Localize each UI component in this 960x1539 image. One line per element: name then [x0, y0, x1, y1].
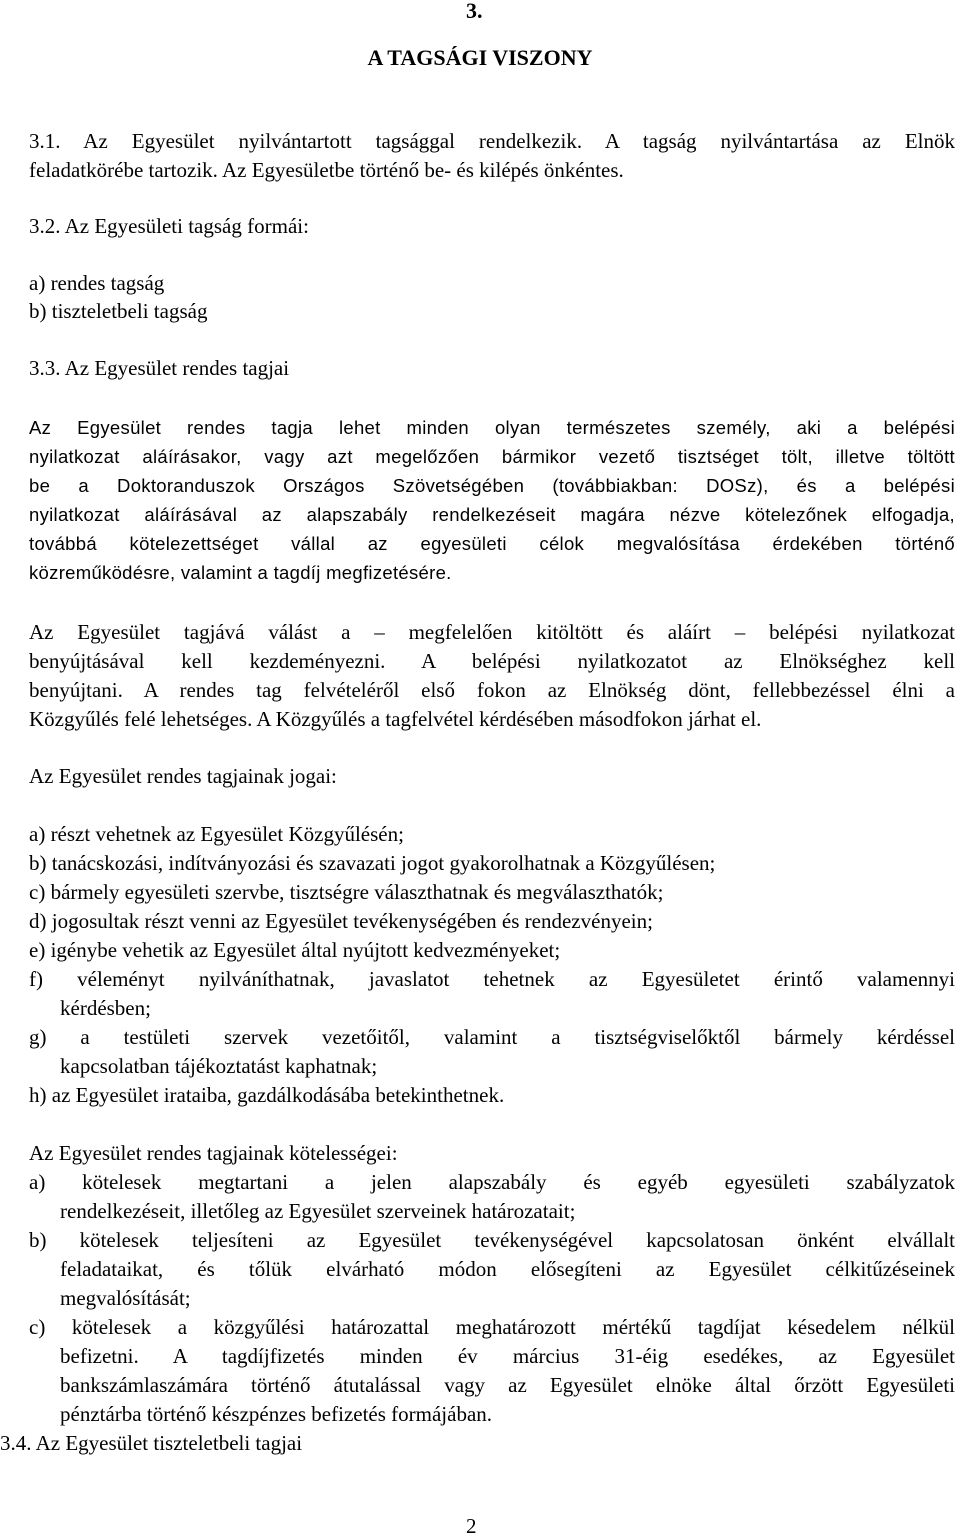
duties-item-continuation: feladataikat, és tőlük elvárható módon elősegíteni az Egyesület célkitűzéseinek	[60, 1257, 955, 1281]
chapter-number: 3.	[466, 0, 483, 23]
paragraph-line: Az Egyesület tagjává válást a – megfelelően kitöltött és aláírt – belépési nyilatkozat	[29, 620, 955, 644]
paragraph-line: nyilatkozat aláírásával az alapszabály rendelkezéseit magára nézve kötelezőnek elfogadja,	[29, 504, 955, 525]
paragraph-line: be a Doktoranduszok Országos Szövetségében (továbbiakban: DOSz), és a belépési	[29, 475, 955, 496]
paragraph-line: Közgyűlés felé lehetséges. A Közgyűlés a tagfelvétel kérdésében másodfokon járhat el.	[29, 707, 762, 731]
section-3-1-line-2: feladatkörébe tartozik. Az Egyesületbe történő be- és kilépés önkéntes.	[29, 158, 624, 182]
rights-heading: Az Egyesület rendes tagjainak jogai:	[29, 764, 337, 788]
paragraph-line: benyújtani. A rendes tag felvételéről első fokon az Elnökség dönt, fellebbezéssel élni a	[29, 678, 955, 702]
duties-item-continuation: befizetni. A tagdíjfizetés minden év március 31-éig esedékes, az Egyesület	[60, 1344, 955, 1368]
paragraph-line: Az Egyesület rendes tagja lehet minden olyan természetes személy, aki a belépési	[29, 417, 955, 438]
duties-item: a) kötelesek megtartani a jelen alapszabály és egyéb egyesületi szabályzatok	[29, 1170, 955, 1194]
duties-item-continuation: bankszámlaszámára történő átutalással vagy az Egyesület elnöke által őrzött Egyesületi	[60, 1373, 955, 1397]
rights-item: b) tanácskozási, indítványozási és szavazati jogot gyakorolhatnak a Közgyűlésen;	[29, 851, 716, 875]
duties-item: b) kötelesek teljesíteni az Egyesület tevékenységével kapcsolatosan önként elvállalt	[29, 1228, 955, 1252]
duties-heading: Az Egyesület rendes tagjainak kötelességei:	[29, 1141, 398, 1165]
section-3-4-heading: 3.4. Az Egyesület tiszteletbeli tagjai	[0, 1431, 303, 1455]
paragraph-line: továbbá kötelezettséget vállal az egyesületi célok megvalósítása érdekében történő	[29, 533, 955, 554]
paragraph-line: nyilatkozat aláírásakor, vagy azt megelőzően bármikor vezető tisztséget tölt, illetve töltött	[29, 446, 955, 467]
paragraph-line: benyújtásával kell kezdeményezni. A belépési nyilatkozatot az Elnökséghez kell	[29, 649, 955, 673]
rights-item: f) véleményt nyilváníthatnak, javaslatot tehetnek az Egyesületet érintő valamennyi	[29, 967, 955, 991]
rights-item: e) igénybe vehetik az Egyesület által nyújtott kedvezményeket;	[29, 938, 561, 962]
membership-form-item: b) tiszteletbeli tagság	[29, 299, 208, 323]
page-number: 2	[466, 1514, 477, 1538]
rights-item: d) jogosultak részt venni az Egyesület tevékenységében és rendezvényein;	[29, 909, 653, 933]
duties-item-continuation: pénztárba történő készpénzes befizetés formájában.	[60, 1402, 493, 1426]
rights-item: g) a testületi szervek vezetőitől, valamint a tisztségviselőktől bármely kérdéssel	[29, 1025, 955, 1049]
rights-item-continuation: kapcsolatban tájékoztatást kaphatnak;	[60, 1054, 378, 1078]
membership-form-item: a) rendes tagság	[29, 271, 165, 295]
rights-item: h) az Egyesület irataiba, gazdálkodásába betekinthetnek.	[29, 1083, 505, 1107]
paragraph-line: közreműködésre, valamint a tagdíj megfizetésére.	[29, 562, 452, 583]
rights-item: a) részt vehetnek az Egyesület Közgyűlésén;	[29, 822, 404, 846]
section-3-2-heading: 3.2. Az Egyesületi tagság formái:	[29, 214, 309, 238]
rights-item: c) bármely egyesületi szervbe, tisztségre választhatnak és megválaszthatók;	[29, 880, 664, 904]
section-3-1-line-1: 3.1. Az Egyesület nyilvántartott tagsággal rendelkezik. A tagság nyilvántartása az Elnök	[29, 129, 955, 153]
section-3-3-heading: 3.3. Az Egyesület rendes tagjai	[29, 356, 290, 380]
duties-item-continuation: rendelkezéseit, illetőleg az Egyesület szerveinek határozatait;	[60, 1199, 576, 1223]
chapter-title: A TAGSÁGI VISZONY	[367, 45, 593, 70]
duties-item-continuation: megvalósítását;	[60, 1286, 191, 1310]
duties-item: c) kötelesek a közgyűlési határozattal meghatározott mértékű tagdíjat késedelem nélkül	[29, 1315, 955, 1339]
rights-item-continuation: kérdésben;	[60, 996, 151, 1020]
